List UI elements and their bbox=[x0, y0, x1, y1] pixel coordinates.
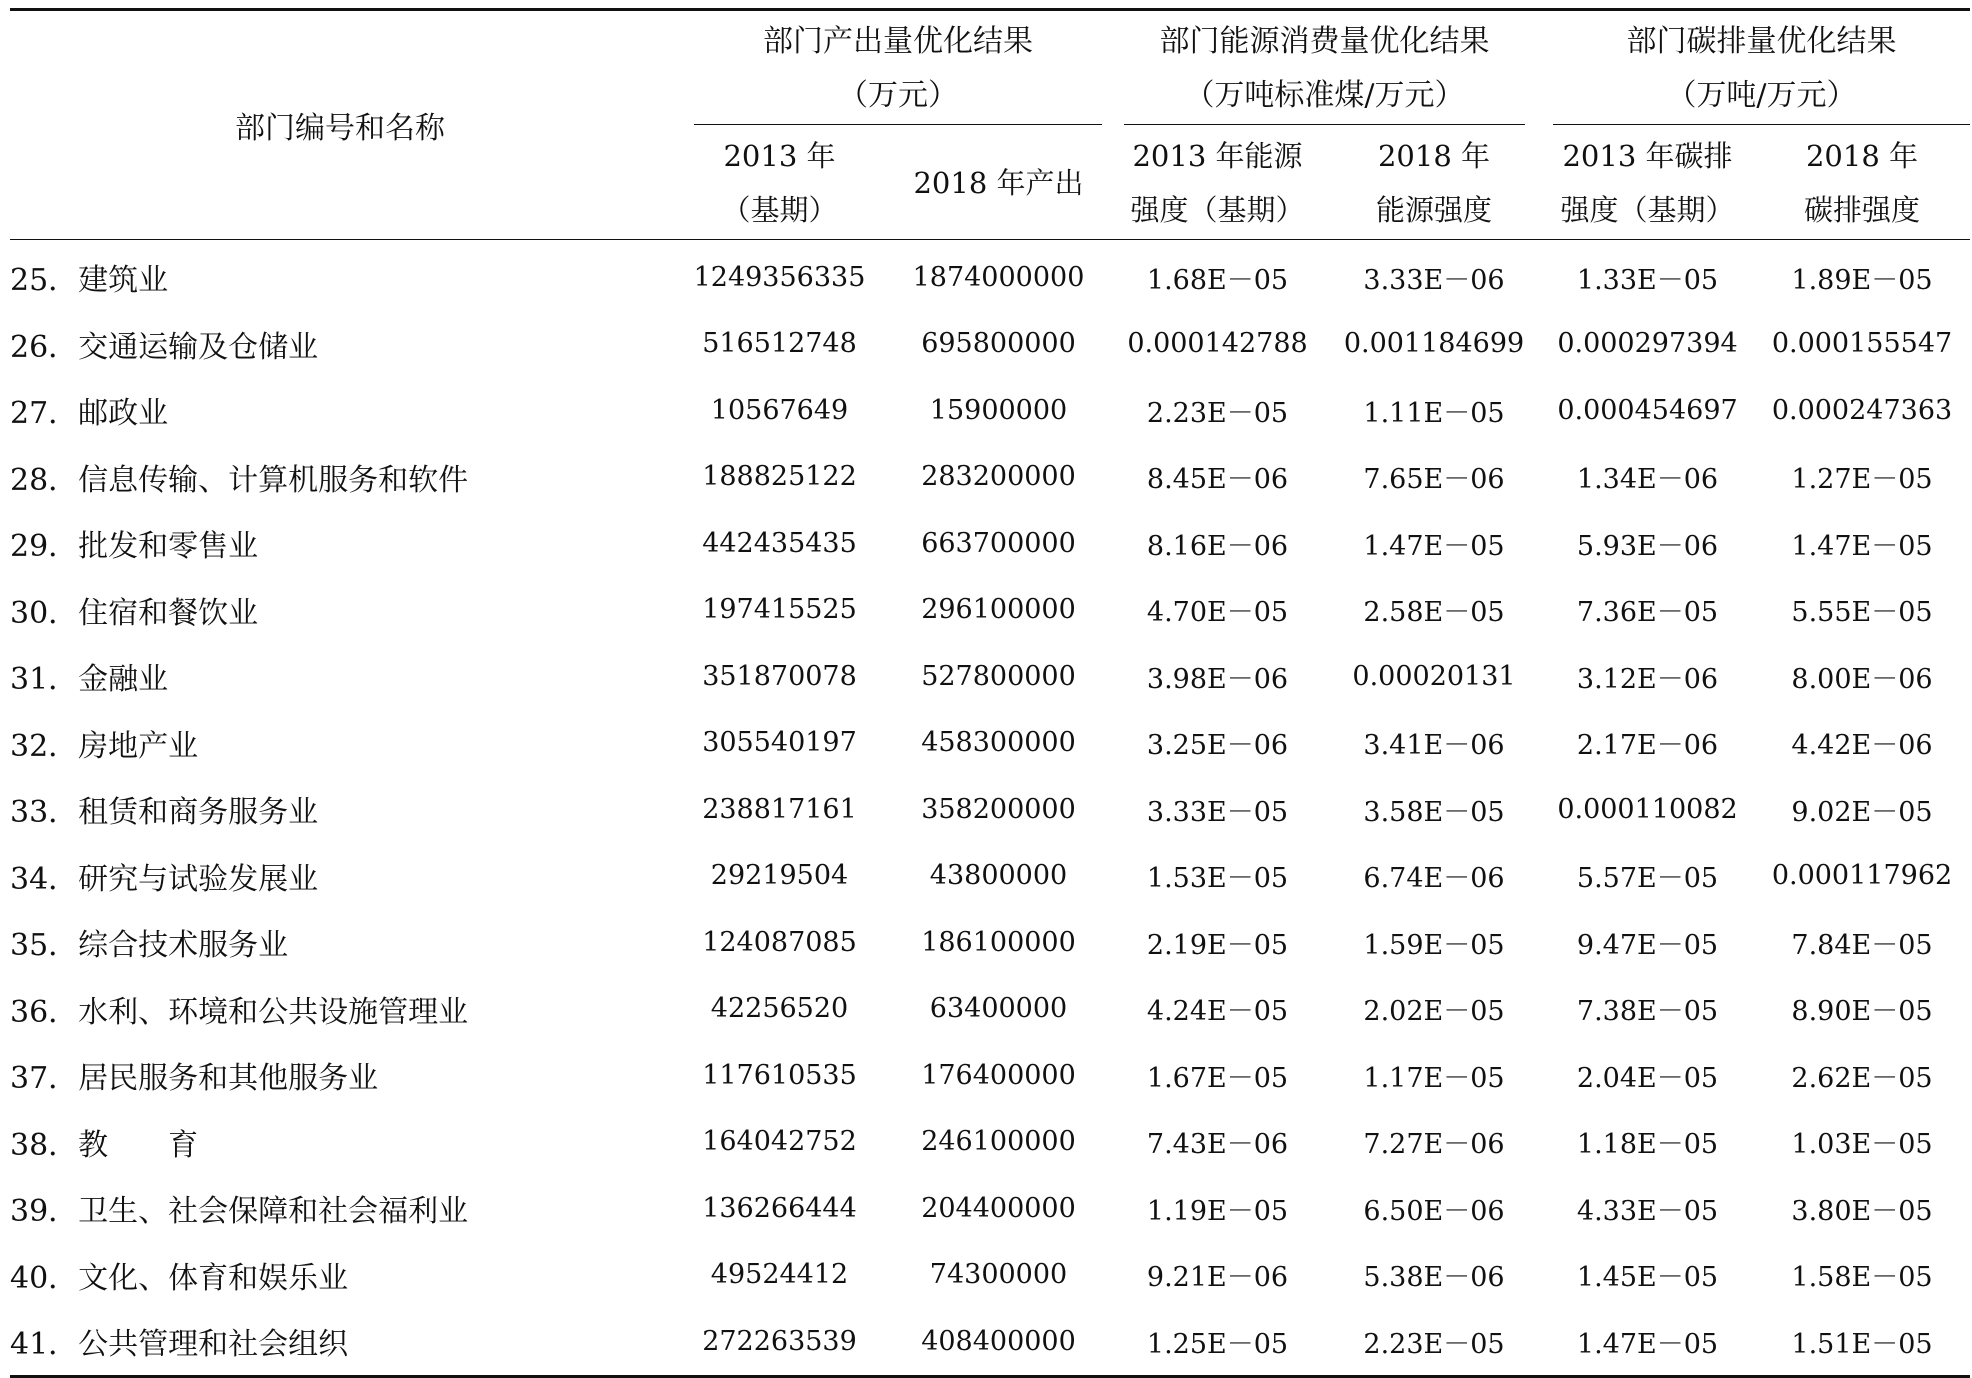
cell-energy-intensity-2013: 3.98E－06 bbox=[1146, 663, 1289, 695]
cell-energy-intensity-2013: 2.19E－05 bbox=[1146, 929, 1289, 961]
cell-carbon-intensity-2018: 7.84E－05 bbox=[1791, 929, 1933, 961]
cell-energy-intensity-2013: 3.25E－06 bbox=[1146, 730, 1289, 762]
subheader-carbon-2013: 2013 年碳排 强度（基期） bbox=[1541, 127, 1754, 240]
cell-output-2018: 663700000 bbox=[921, 527, 1076, 559]
table-row bbox=[10, 1042, 1970, 1109]
cell-energy-intensity-2018: 1.11E－05 bbox=[1363, 397, 1505, 429]
sector-name: 37．居民服务和其他服务业 bbox=[10, 1061, 379, 1097]
cell-energy-intensity-2013: 4.24E－05 bbox=[1146, 996, 1289, 1028]
cell-output-2018: 246100000 bbox=[921, 1126, 1076, 1158]
cell-output-2018: 458300000 bbox=[921, 727, 1076, 759]
cell-carbon-intensity-2013: 5.57E－05 bbox=[1576, 863, 1719, 895]
cell-energy-intensity-2018: 1.17E－05 bbox=[1363, 1062, 1505, 1094]
subheader-carbon-2018: 2018 年 碳排强度 bbox=[1754, 127, 1970, 240]
cell-carbon-intensity-2018: 1.03E－05 bbox=[1791, 1129, 1933, 1161]
cell-output-2018: 695800000 bbox=[921, 328, 1076, 360]
cell-output-2018: 1874000000 bbox=[912, 261, 1085, 293]
cell-carbon-intensity-2018: 0.000247363 bbox=[1771, 394, 1953, 426]
cell-carbon-intensity-2018: 8.00E－06 bbox=[1791, 663, 1933, 695]
cell-output-2018: 358200000 bbox=[921, 793, 1076, 825]
cell-energy-intensity-2018: 3.33E－06 bbox=[1363, 264, 1505, 296]
group-unit: （万吨/万元） bbox=[1666, 78, 1857, 113]
table-row bbox=[10, 240, 1970, 311]
cell-energy-intensity-2013: 8.16E－06 bbox=[1146, 530, 1289, 562]
cell-output-2018: 176400000 bbox=[921, 1059, 1076, 1091]
cell-carbon-intensity-2013: 5.93E－06 bbox=[1576, 530, 1719, 562]
cell-energy-intensity-2018: 0.001184699 bbox=[1343, 328, 1525, 360]
cell-carbon-intensity-2018: 8.90E－05 bbox=[1791, 996, 1933, 1028]
table-body bbox=[10, 240, 1970, 1377]
sector-name: 35．综合技术服务业 bbox=[10, 928, 289, 964]
sector-name: 40．文化、体育和娱乐业 bbox=[10, 1260, 349, 1296]
group-header-output bbox=[670, 10, 1108, 128]
cell-carbon-intensity-2013: 0.000110082 bbox=[1557, 793, 1738, 825]
cell-output-2018: 283200000 bbox=[921, 461, 1076, 493]
cell-output-2013: 351870078 bbox=[702, 660, 857, 692]
table-row bbox=[10, 377, 1970, 444]
table-row bbox=[10, 909, 1970, 976]
cell-output-2013: 188825122 bbox=[702, 461, 857, 493]
cell-energy-intensity-2013: 9.21E－06 bbox=[1146, 1262, 1289, 1294]
cell-carbon-intensity-2013: 3.12E－06 bbox=[1576, 663, 1719, 695]
cell-output-2013: 272263539 bbox=[702, 1325, 857, 1357]
cell-carbon-intensity-2013: 1.45E－05 bbox=[1576, 1262, 1719, 1294]
table-row bbox=[10, 643, 1970, 710]
cell-energy-intensity-2013: 4.70E－05 bbox=[1146, 597, 1289, 629]
cell-energy-intensity-2013: 1.19E－05 bbox=[1146, 1195, 1289, 1227]
table-row bbox=[10, 1175, 1970, 1242]
cell-energy-intensity-2018: 7.65E－06 bbox=[1363, 464, 1505, 496]
cell-output-2013: 117610535 bbox=[702, 1059, 857, 1091]
subheader-output-2013: 2013 年 （基期） bbox=[670, 127, 889, 240]
sector-name: 36．水利、环境和公共设施管理业 bbox=[10, 994, 469, 1030]
table-row bbox=[10, 776, 1970, 843]
corner-header: 部门编号和名称 bbox=[10, 10, 670, 240]
cell-carbon-intensity-2018: 1.58E－05 bbox=[1791, 1262, 1933, 1294]
sector-name: 31．金融业 bbox=[10, 662, 169, 698]
cell-energy-intensity-2018: 7.27E－06 bbox=[1363, 1129, 1505, 1161]
group-title: 部门能源消费量优化结果 bbox=[1159, 24, 1490, 59]
sector-name: 33．租赁和商务服务业 bbox=[10, 795, 319, 831]
cell-output-2018: 296100000 bbox=[921, 594, 1076, 626]
cell-carbon-intensity-2018: 1.89E－05 bbox=[1791, 264, 1933, 296]
sector-name: 34．研究与试验发展业 bbox=[10, 861, 319, 897]
cell-carbon-intensity-2018: 4.42E－06 bbox=[1791, 730, 1933, 762]
group-title: 部门碳排量优化结果 bbox=[1626, 24, 1897, 59]
cell-energy-intensity-2018: 6.74E－06 bbox=[1363, 863, 1505, 895]
sector-name: 27．邮政业 bbox=[10, 396, 169, 432]
sector-name: 39．卫生、社会保障和社会福利业 bbox=[10, 1194, 469, 1230]
table-row bbox=[10, 1308, 1970, 1376]
cell-carbon-intensity-2013: 2.04E－05 bbox=[1576, 1062, 1719, 1094]
table-row bbox=[10, 1242, 1970, 1309]
sector-name: 41．公共管理和社会组织 bbox=[10, 1327, 349, 1363]
cell-carbon-intensity-2018: 0.000117962 bbox=[1771, 860, 1953, 892]
cell-carbon-intensity-2018: 9.02E－05 bbox=[1791, 796, 1933, 828]
cell-carbon-intensity-2018: 1.51E－05 bbox=[1791, 1328, 1933, 1360]
cell-energy-intensity-2018: 3.58E－05 bbox=[1363, 796, 1505, 828]
cell-output-2013: 305540197 bbox=[702, 727, 857, 759]
cell-energy-intensity-2018: 5.38E－06 bbox=[1363, 1262, 1505, 1294]
cell-output-2018: 527800000 bbox=[921, 660, 1076, 692]
table-row bbox=[10, 843, 1970, 910]
cell-energy-intensity-2018: 2.02E－05 bbox=[1363, 996, 1505, 1028]
sector-name: 38．教 育 bbox=[10, 1127, 199, 1163]
cell-output-2013: 29219504 bbox=[710, 860, 849, 892]
cell-carbon-intensity-2018: 3.80E－05 bbox=[1791, 1195, 1933, 1227]
cell-output-2018: 408400000 bbox=[921, 1325, 1076, 1357]
sector-optimization-table bbox=[10, 8, 1970, 1378]
cell-carbon-intensity-2018: 2.62E－05 bbox=[1791, 1062, 1933, 1094]
table-container bbox=[10, 8, 1970, 1378]
cell-output-2018: 63400000 bbox=[929, 993, 1068, 1025]
group-header-energy bbox=[1108, 10, 1541, 128]
cell-output-2018: 43800000 bbox=[929, 860, 1068, 892]
group-unit: （万元） bbox=[838, 78, 958, 113]
cell-carbon-intensity-2013: 1.34E－06 bbox=[1576, 464, 1719, 496]
sector-name: 32．房地产业 bbox=[10, 728, 199, 764]
cell-energy-intensity-2018: 0.00020131 bbox=[1352, 660, 1516, 692]
table-row bbox=[10, 976, 1970, 1043]
sector-name: 28．信息传输、计算机服务和软件 bbox=[10, 462, 469, 498]
table-row bbox=[10, 1109, 1970, 1176]
cell-output-2013: 238817161 bbox=[702, 793, 857, 825]
cell-carbon-intensity-2018: 1.27E－05 bbox=[1791, 464, 1933, 496]
cell-energy-intensity-2018: 6.50E－06 bbox=[1363, 1195, 1505, 1227]
sector-name: 26．交通运输及仓储业 bbox=[10, 329, 319, 365]
cell-carbon-intensity-2018: 0.000155547 bbox=[1771, 328, 1953, 360]
cell-energy-intensity-2018: 2.23E－05 bbox=[1363, 1328, 1505, 1360]
cell-output-2018: 186100000 bbox=[921, 926, 1076, 958]
cell-carbon-intensity-2018: 5.55E－05 bbox=[1791, 597, 1933, 629]
cell-output-2013: 197415525 bbox=[702, 594, 857, 626]
cell-output-2013: 442435435 bbox=[702, 527, 857, 559]
cell-energy-intensity-2018: 1.47E－05 bbox=[1363, 530, 1505, 562]
group-unit: （万吨标准煤/万元） bbox=[1184, 78, 1465, 113]
cell-energy-intensity-2013: 3.33E－05 bbox=[1146, 796, 1289, 828]
cell-energy-intensity-2018: 3.41E－06 bbox=[1363, 730, 1505, 762]
cell-carbon-intensity-2013: 7.38E－05 bbox=[1576, 996, 1719, 1028]
cell-output-2013: 10567649 bbox=[710, 394, 849, 426]
table-row bbox=[10, 311, 1970, 378]
cell-carbon-intensity-2013: 1.18E－05 bbox=[1576, 1129, 1719, 1161]
cell-carbon-intensity-2013: 2.17E－06 bbox=[1576, 730, 1719, 762]
cell-carbon-intensity-2013: 7.36E－05 bbox=[1576, 597, 1719, 629]
cell-energy-intensity-2018: 1.59E－05 bbox=[1363, 929, 1505, 961]
cell-carbon-intensity-2013: 0.000297394 bbox=[1557, 328, 1738, 360]
cell-carbon-intensity-2013: 1.47E－05 bbox=[1576, 1328, 1719, 1360]
cell-output-2013: 124087085 bbox=[702, 926, 857, 958]
cell-carbon-intensity-2013: 0.000454697 bbox=[1557, 394, 1738, 426]
cell-carbon-intensity-2013: 1.33E－05 bbox=[1576, 264, 1719, 296]
subheader-energy-2013: 2013 年能源 强度（基期） bbox=[1108, 127, 1327, 240]
cell-carbon-intensity-2013: 9.47E－05 bbox=[1576, 929, 1719, 961]
cell-output-2013: 136266444 bbox=[702, 1192, 857, 1224]
cell-output-2013: 164042752 bbox=[702, 1126, 857, 1158]
sector-name: 25．建筑业 bbox=[10, 263, 169, 299]
cell-output-2013: 1249356335 bbox=[693, 261, 866, 293]
cell-output-2013: 49524412 bbox=[710, 1259, 849, 1291]
cell-carbon-intensity-2018: 1.47E－05 bbox=[1791, 530, 1933, 562]
cell-output-2013: 42256520 bbox=[710, 993, 849, 1025]
cell-energy-intensity-2013: 8.45E－06 bbox=[1146, 464, 1289, 496]
table-row bbox=[10, 444, 1970, 511]
cell-energy-intensity-2013: 1.68E－05 bbox=[1146, 264, 1289, 296]
group-title: 部门产出量优化结果 bbox=[763, 24, 1033, 59]
table-row bbox=[10, 577, 1970, 644]
cell-output-2018: 204400000 bbox=[921, 1192, 1076, 1224]
cell-output-2018: 15900000 bbox=[929, 394, 1068, 426]
sector-name: 30．住宿和餐饮业 bbox=[10, 595, 259, 631]
header-row-groups bbox=[10, 10, 1970, 128]
table-row bbox=[10, 710, 1970, 777]
table-row bbox=[10, 510, 1970, 577]
subheader-energy-2018: 2018 年 能源强度 bbox=[1327, 127, 1541, 240]
cell-energy-intensity-2013: 0.000142788 bbox=[1127, 328, 1308, 360]
cell-output-2018: 74300000 bbox=[929, 1259, 1068, 1291]
subheader-output-2018: 2018 年产出 bbox=[889, 127, 1108, 240]
cell-carbon-intensity-2013: 4.33E－05 bbox=[1576, 1195, 1719, 1227]
cell-energy-intensity-2013: 7.43E－06 bbox=[1146, 1129, 1289, 1161]
cell-output-2013: 516512748 bbox=[702, 328, 857, 360]
sector-name: 29．批发和零售业 bbox=[10, 529, 259, 565]
cell-energy-intensity-2013: 2.23E－05 bbox=[1146, 397, 1289, 429]
cell-energy-intensity-2013: 1.53E－05 bbox=[1146, 863, 1289, 895]
cell-energy-intensity-2013: 1.67E－05 bbox=[1146, 1062, 1289, 1094]
group-header-carbon bbox=[1541, 10, 1970, 128]
cell-energy-intensity-2013: 1.25E－05 bbox=[1146, 1328, 1289, 1360]
cell-energy-intensity-2018: 2.58E－05 bbox=[1363, 597, 1505, 629]
